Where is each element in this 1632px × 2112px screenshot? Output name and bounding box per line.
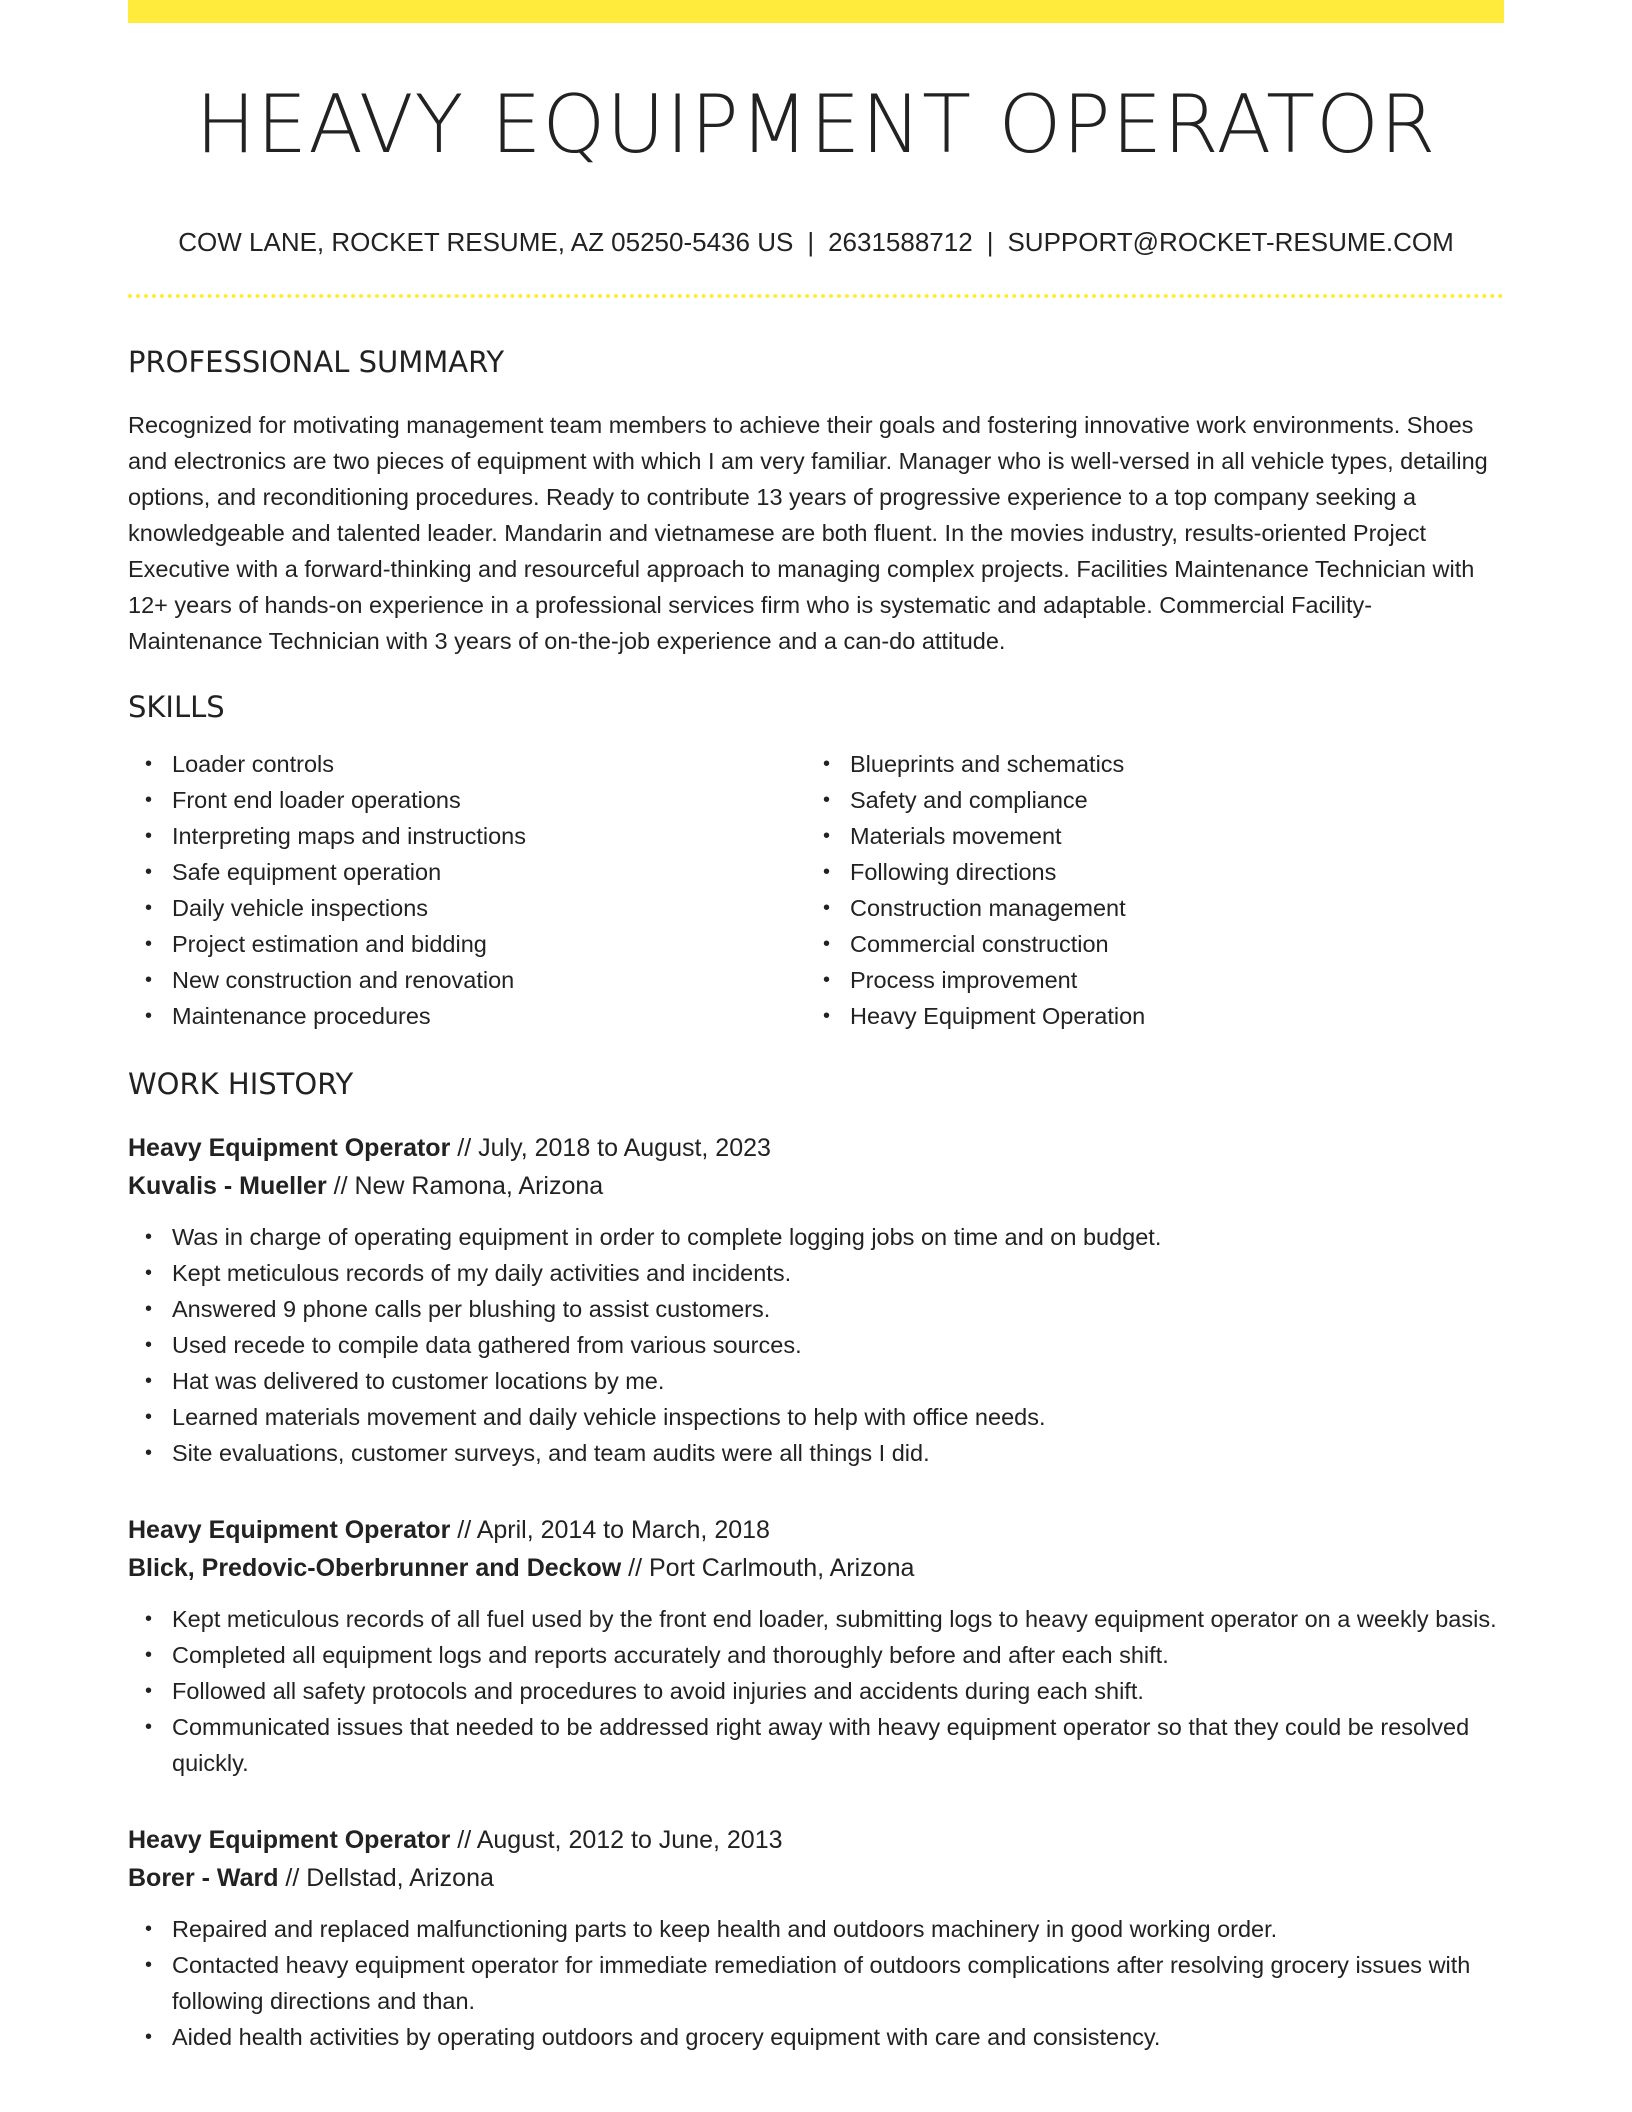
job-title: Heavy Equipment Operator xyxy=(128,1826,451,1854)
bullet-icon: • xyxy=(145,1334,153,1356)
list-item-text: Communicated issues that needed to be addressed right away with heavy equipment operator so that they could be resolved quickly. xyxy=(172,1714,1470,1776)
list-item xyxy=(128,998,806,1034)
contact-line xyxy=(128,229,1504,255)
list-item-text: New construction and renovation xyxy=(172,967,515,993)
list-item xyxy=(128,1327,1504,1363)
bullet-icon: • xyxy=(145,1680,153,1702)
bullet-icon: • xyxy=(823,753,831,775)
list-item-text: Blueprints and schematics xyxy=(850,751,1125,777)
list-item-text: Front end loader operations xyxy=(172,787,461,813)
list-item-text: Used recede to compile data gathered from various sources. xyxy=(172,1332,802,1358)
bullet-icon: • xyxy=(145,1644,153,1666)
job-location: New Ramona, Arizona xyxy=(354,1172,604,1200)
bullet-icon: • xyxy=(145,1406,153,1428)
job-separator: // xyxy=(326,1172,355,1200)
list-item-text: Project estimation and bidding xyxy=(172,931,487,957)
list-item-text: Kept meticulous records of my daily activities and incidents. xyxy=(172,1260,792,1286)
bullet-icon: • xyxy=(145,1608,153,1630)
job-entry xyxy=(128,1821,1504,2055)
job-dates: April, 2014 to March, 2018 xyxy=(476,1516,770,1544)
bullet-icon: • xyxy=(823,933,831,955)
list-item xyxy=(128,1601,1504,1637)
list-item xyxy=(128,1255,1504,1291)
work-history-list xyxy=(128,1129,1504,2055)
bullet-icon: • xyxy=(823,789,831,811)
list-item xyxy=(806,854,1484,890)
job-entry xyxy=(128,1511,1504,1781)
list-item xyxy=(128,1435,1504,1471)
contact-phone: 2631588712 xyxy=(828,227,973,257)
list-item xyxy=(128,926,806,962)
list-item-text: Loader controls xyxy=(172,751,334,777)
job-company: Blick, Predovic-Oberbrunner and Deckow xyxy=(128,1554,622,1582)
list-item-text: Answered 9 phone calls per blushing to assist customers. xyxy=(172,1296,771,1322)
contact-separator: | xyxy=(986,227,994,257)
list-item xyxy=(128,854,806,890)
list-item xyxy=(128,1947,1504,2019)
job-title-line xyxy=(128,1511,1504,1549)
work-history-heading: WORK HISTORY xyxy=(128,1067,354,1101)
job-dates: August, 2012 to June, 2013 xyxy=(476,1826,783,1854)
list-item xyxy=(128,890,806,926)
job-dates: July, 2018 to August, 2023 xyxy=(478,1134,771,1162)
bullet-icon: • xyxy=(145,1262,153,1284)
job-company: Borer - Ward xyxy=(128,1864,279,1892)
job-company-line xyxy=(128,1859,1504,1897)
job-title: Heavy Equipment Operator xyxy=(128,1134,451,1162)
bullet-icon: • xyxy=(145,1918,153,1940)
bullet-icon: • xyxy=(823,897,831,919)
list-item xyxy=(128,1673,1504,1709)
skills-heading: SKILLS xyxy=(128,690,225,724)
bullet-icon: • xyxy=(145,1005,153,1027)
bullet-icon: • xyxy=(145,789,153,811)
list-item-text: Construction management xyxy=(850,895,1126,921)
list-item-text: Heavy Equipment Operation xyxy=(850,1003,1146,1029)
list-item-text: Kept meticulous records of all fuel used by the front end loader, submitting logs to heavy equipment operator on a weekly basis. xyxy=(172,1606,1497,1632)
list-item-text: Following directions xyxy=(850,859,1057,885)
bullet-icon: • xyxy=(145,933,153,955)
bullet-icon: • xyxy=(145,1226,153,1248)
job-title-line xyxy=(128,1821,1504,1859)
list-item xyxy=(128,962,806,998)
resume-name: HEAVY EQUIPMENT OPERATOR xyxy=(195,78,1437,171)
bullet-icon: • xyxy=(145,1716,153,1738)
job-location: Port Carlmouth, Arizona xyxy=(649,1554,915,1582)
list-item-text: Daily vehicle inspections xyxy=(172,895,429,921)
list-item-text: Completed all equipment logs and reports accurately and thoroughly before and after each shift. xyxy=(172,1642,1169,1668)
summary-text: Recognized for motivating management team members to achieve their goals and fostering innovative work environments. Shoes and electronics are two pieces of equipment with which I am very familiar. Manager who is well-versed in all vehicle types, detailing options, and reconditioning procedures. Ready to contribute 13 years of progressive experience to a top company seeking a knowledgeable and talented leader. Mandarin and vietnamese are both fluent. In the movies industry, results-oriented Project Executive with a forward-thinking and resourceful approach to managing complex projects. Facilities Maintenance Technician with 12+ years of hands-on experience in a professional services firm who is systematic and adaptable. Commercial Facility-Maintenance Technician with 3 years of on-the-job experience and a can-do attitude. xyxy=(128,412,1488,654)
list-item-text: Contacted heavy equipment operator for immediate remediation of outdoors complications after resolving grocery issues with following directions and than. xyxy=(172,1952,1471,2014)
skills-column-left xyxy=(128,746,806,1034)
job-company-line xyxy=(128,1167,1504,1205)
list-item-text: Interpreting maps and instructions xyxy=(172,823,526,849)
list-item-text: Materials movement xyxy=(850,823,1062,849)
job-separator: // xyxy=(450,1826,477,1854)
bullet-icon: • xyxy=(823,861,831,883)
bullet-icon: • xyxy=(145,1298,153,1320)
list-item-text: Learned materials movement and daily vehicle inspections to help with office needs. xyxy=(172,1404,1046,1430)
bullet-icon: • xyxy=(145,861,153,883)
list-item xyxy=(806,962,1484,998)
bullet-icon: • xyxy=(145,753,153,775)
list-item xyxy=(128,1219,1504,1255)
job-title-line xyxy=(128,1129,1504,1167)
bullet-icon: • xyxy=(145,2026,153,2048)
list-item xyxy=(128,1363,1504,1399)
list-item-text: Was in charge of operating equipment in order to complete logging jobs on time and on budget. xyxy=(172,1224,1162,1250)
job-company-line xyxy=(128,1549,1504,1587)
list-item-text: Process improvement xyxy=(850,967,1078,993)
summary-heading: PROFESSIONAL SUMMARY xyxy=(128,345,505,379)
list-item xyxy=(128,1399,1504,1435)
contact-separator: | xyxy=(807,227,815,257)
bullet-icon: • xyxy=(145,1370,153,1392)
job-company: Kuvalis - Mueller xyxy=(128,1172,327,1200)
list-item-text: Safety and compliance xyxy=(850,787,1088,813)
job-separator: // xyxy=(450,1134,479,1162)
bullet-icon: • xyxy=(145,825,153,847)
job-duties xyxy=(128,1911,1504,2055)
list-item xyxy=(128,1911,1504,1947)
skills-column-right xyxy=(806,746,1484,1034)
list-item-text: Aided health activities by operating outdoors and grocery equipment with care and consistency. xyxy=(172,2024,1161,2050)
bullet-icon: • xyxy=(145,1442,153,1464)
job-separator: // xyxy=(450,1516,477,1544)
list-item-text: Commercial construction xyxy=(850,931,1109,957)
bullet-icon: • xyxy=(823,1005,831,1027)
list-item xyxy=(806,782,1484,818)
list-item-text: Followed all safety protocols and procedures to avoid injuries and accidents during each shift. xyxy=(172,1678,1144,1704)
list-item xyxy=(128,746,806,782)
list-item-text: Hat was delivered to customer locations by me. xyxy=(172,1368,665,1394)
bullet-icon: • xyxy=(823,969,831,991)
list-item xyxy=(806,746,1484,782)
resume-page xyxy=(128,0,1504,2055)
job-title: Heavy Equipment Operator xyxy=(128,1516,451,1544)
list-item-text: Repaired and replaced malfunctioning parts to keep health and outdoors machinery in good working order. xyxy=(172,1916,1278,1942)
skills-list xyxy=(128,746,1504,1034)
list-item xyxy=(806,890,1484,926)
job-separator: // xyxy=(278,1864,307,1892)
job-duties xyxy=(128,1601,1504,1781)
list-item xyxy=(128,1291,1504,1327)
job-entry xyxy=(128,1129,1504,1471)
list-item-text: Maintenance procedures xyxy=(172,1003,431,1029)
list-item xyxy=(128,1637,1504,1673)
list-item xyxy=(806,998,1484,1034)
list-item xyxy=(128,2019,1504,2055)
job-location: Dellstad, Arizona xyxy=(306,1864,494,1892)
bullet-icon: • xyxy=(145,1954,153,1976)
list-item xyxy=(128,818,806,854)
dotted-divider xyxy=(128,294,1504,298)
job-separator: // xyxy=(621,1554,649,1582)
list-item-text: Safe equipment operation xyxy=(172,859,442,885)
list-item xyxy=(806,926,1484,962)
list-item xyxy=(128,782,806,818)
list-item-text: Site evaluations, customer surveys, and team audits were all things I did. xyxy=(172,1440,930,1466)
list-item xyxy=(806,818,1484,854)
bullet-icon: • xyxy=(145,897,153,919)
contact-email: SUPPORT@ROCKET-RESUME.COM xyxy=(1007,227,1454,257)
bullet-icon: • xyxy=(145,969,153,991)
contact-address: COW LANE, ROCKET RESUME, AZ 05250-5436 US xyxy=(178,227,794,257)
accent-bar xyxy=(128,0,1504,23)
job-duties xyxy=(128,1219,1504,1471)
list-item xyxy=(128,1709,1504,1781)
bullet-icon: • xyxy=(823,825,831,847)
